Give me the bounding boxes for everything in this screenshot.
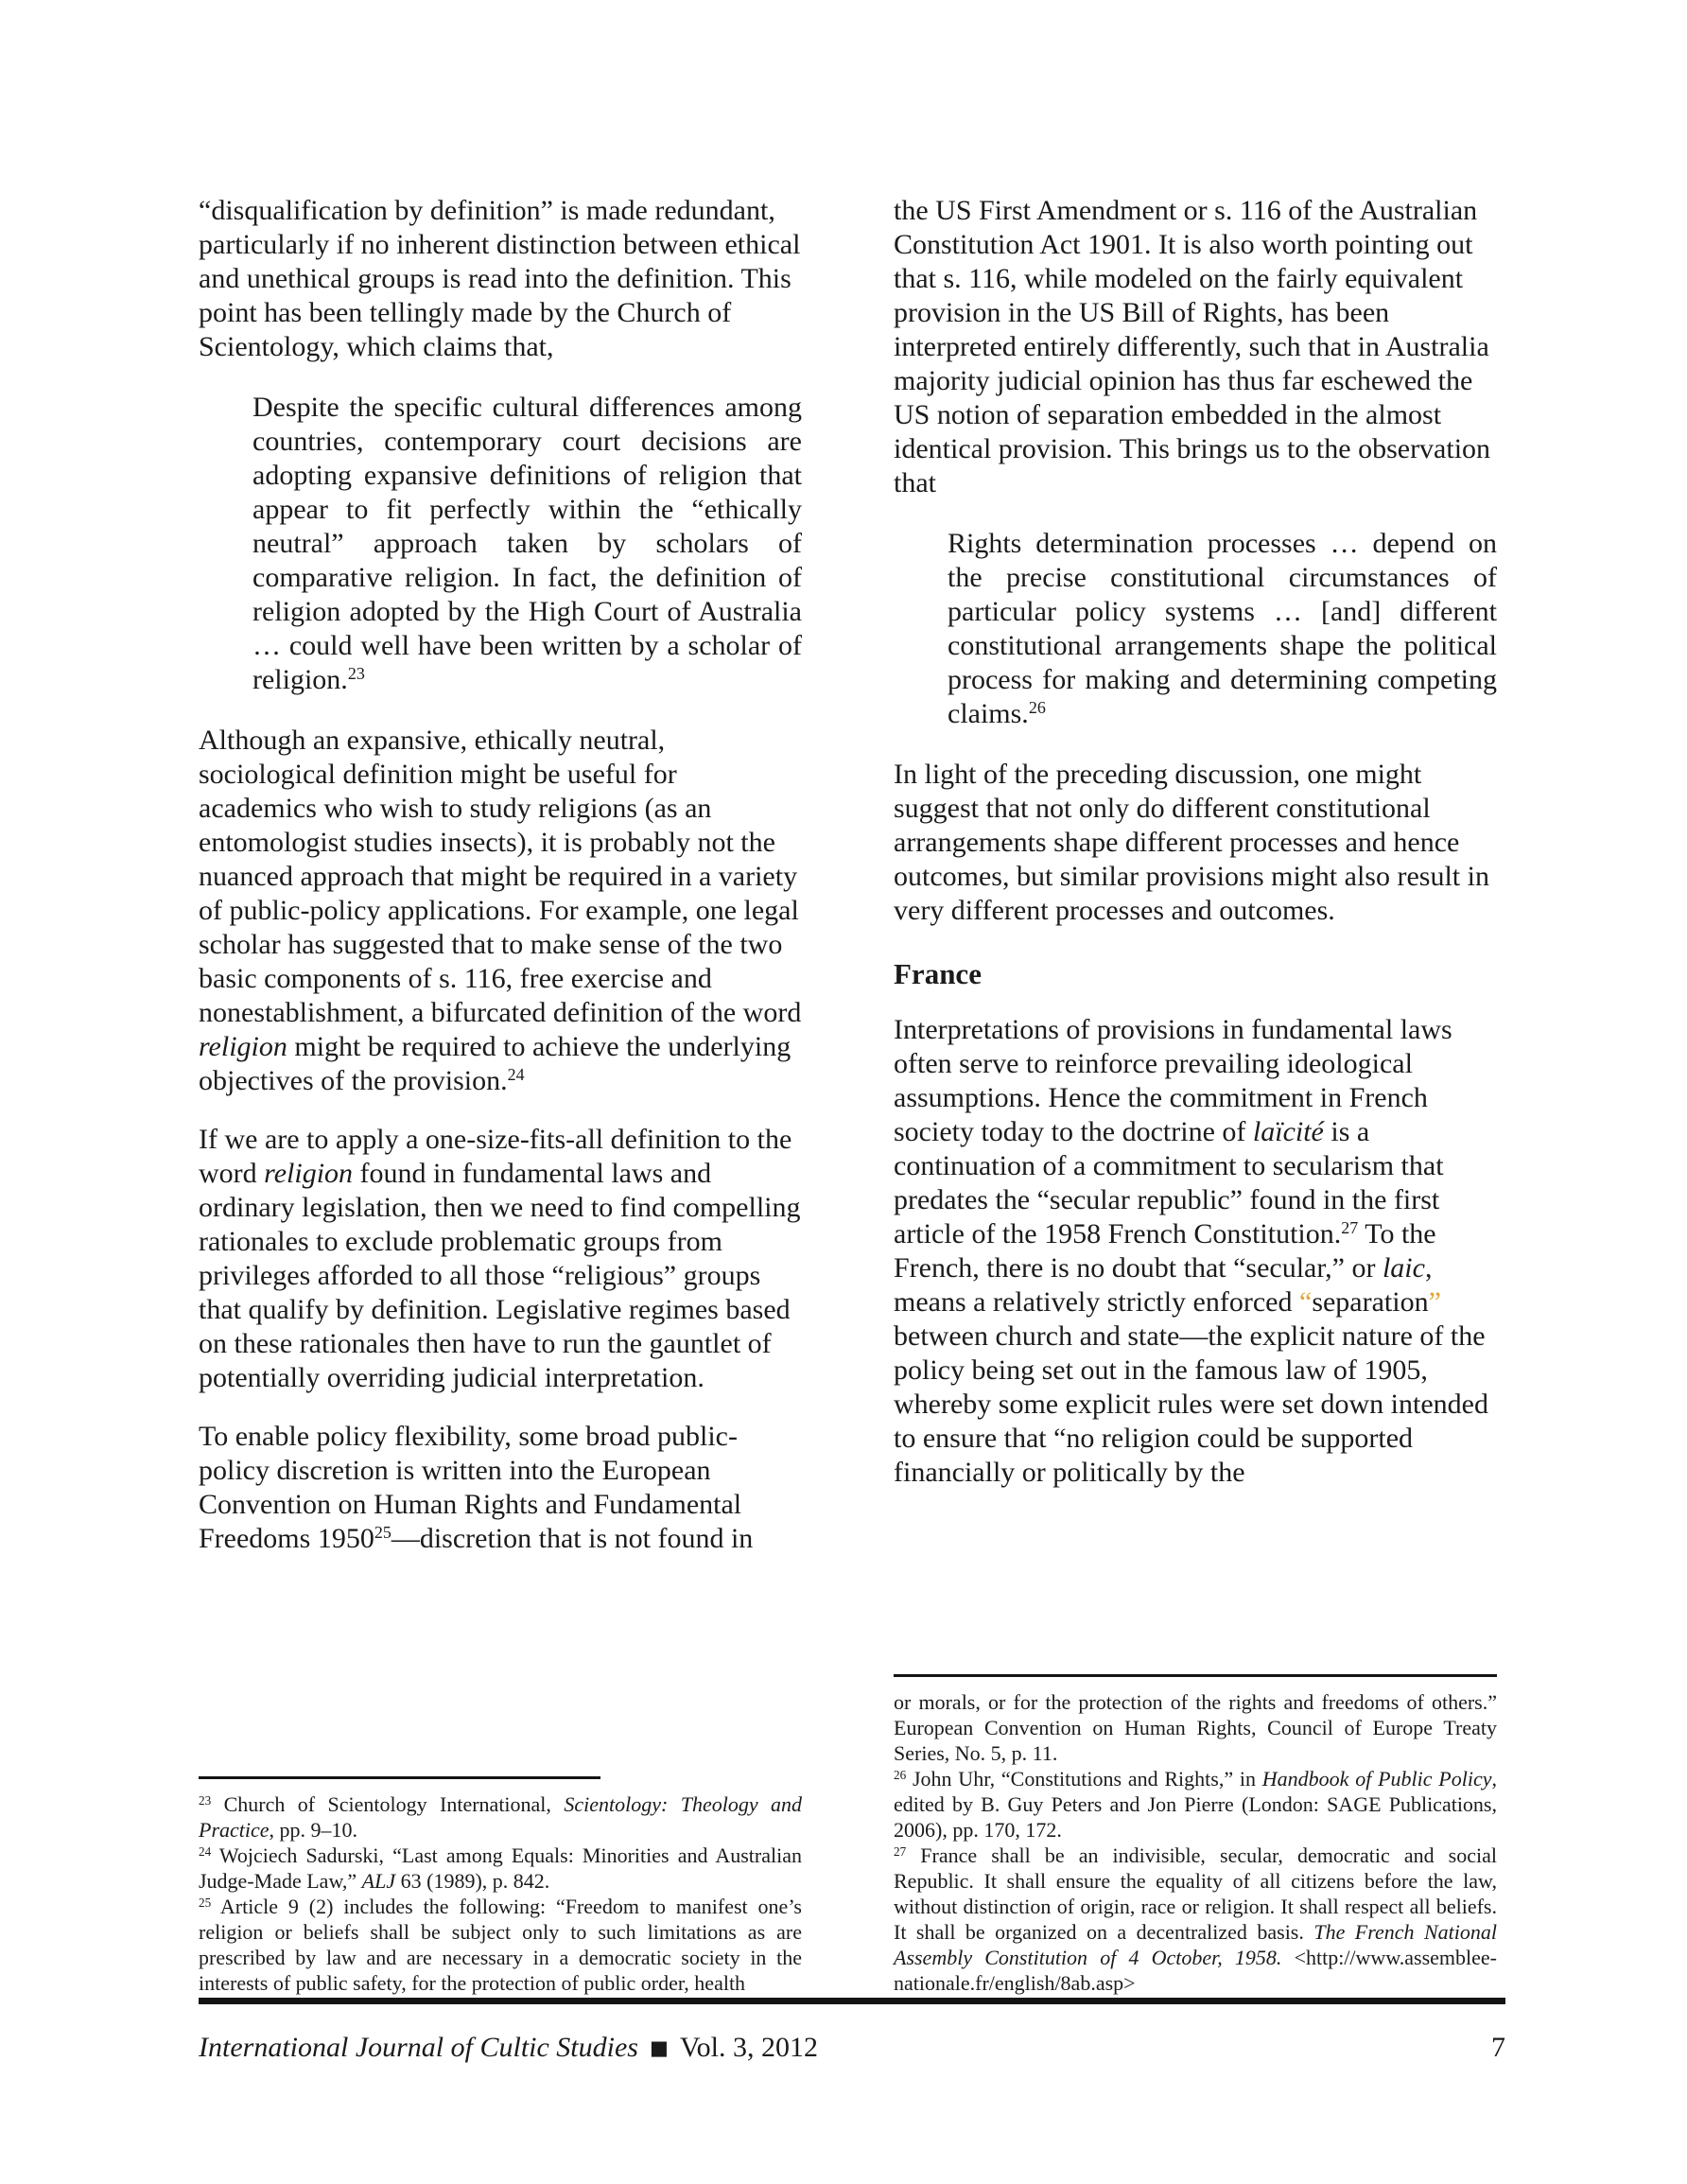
footnote: $^{26}$ John Uhr, “Constitutions and Rights,” in Handbook of Public Policy, edited by B. Guy Peters and Jon Pierre (London: SAGE Publications, 2006), pp. 170, 172. bbox=[894, 1767, 1497, 1842]
footnote: $^{23}$ Church of Scientology International, Scientology: Theology and Practice, pp. 9–10. bbox=[199, 1792, 802, 1842]
two-column-text-area bbox=[199, 194, 1497, 1996]
footnote-separator bbox=[199, 1776, 600, 1779]
paragraph: To enable policy flexibility, some broad public-policy discretion is written into the European Convention on Human Rights and Fundamental Freedoms 1950$^{25}$—discretion that is not found in bbox=[199, 1421, 754, 1554]
journal-title: International Journal of Cultic Studies bbox=[199, 2032, 638, 2063]
volume-info: Vol. 3, 2012 bbox=[679, 2032, 818, 2063]
square-bullet-icon: ■ bbox=[649, 2036, 669, 2059]
footnote-continuation: or morals, or for the protection of the rights and freedoms of others.” European Convention on Human Rights, Council of Europe Treaty Series, No. 5, p. 11. bbox=[894, 1690, 1497, 1765]
paragraph: the US First Amendment or s. 116 of the Australian Constitution Act 1901. It is also worth pointing out that s. 116, while modeled on the fairly equivalent provision in the US Bill of Rights, has been interpreted entirely differently, such that in Australia majority judicial opinion has thus far eschewed the US notion of separation embedded in the almost identical provision. This brings us to the observation that bbox=[894, 195, 1491, 498]
footnotes-section-left bbox=[199, 1776, 802, 1996]
page-footer bbox=[199, 1998, 1505, 2067]
page-number: 7 bbox=[1491, 2032, 1505, 2063]
footnote: $^{24}$ Wojciech Sadurski, “Last among Equals: Minorities and Australian Judge-Made Law,” ALJ 63 (1989), p. 842. bbox=[199, 1843, 802, 1893]
section-heading-france: France bbox=[894, 957, 982, 990]
footer-text-row bbox=[199, 2031, 1505, 2067]
paragraph: Interpretations of provisions in fundamental laws often serve to reinforce prevailing ideological assumptions. Hence the commitment in French society today to the doctrine of laïcité is a continuation of a commitment to secularism that predates the “secular republic” found in the first article of the 1958 French Constitution.$^{27}$ To the French, there is no doubt that “secular,” or laic, means a relatively strictly enforced “separation” between church and state—the explicit nature of the policy being set out in the famous law of 1905, whereby some explicit rules were set down intended to ensure that “no religion could be supported financially or politically by the bbox=[894, 1014, 1488, 1488]
paragraph: Although an expansive, ethically neutral, sociological definition might be useful for academics who wish to study religions (as an entomologist studies insects), it is probably not the nuanced approach that might be required in a variety of public-policy applications. For example, one legal scholar has suggested that to make sense of the two basic components of s. 116, free exercise and nonestablishment, a bifurcated definition of the word religion might be required to achieve the underlying objectives of the provision.$^{24}$ bbox=[199, 725, 802, 1096]
left-column bbox=[199, 194, 802, 1996]
footnote: $^{25}$ Article 9 (2) includes the following: “Freedom to manifest one’s religion or beliefs shall be subject only to such limitations as are prescribed by law and are necessary in a democratic society in the interests of public safety, for the protection of public order, health bbox=[199, 1895, 802, 1995]
block-quote: Despite the specific cultural differences among countries, contemporary court decisions are adopting expansive definitions of religion that appear to fit perfectly within the “ethically neutral” approach taken by scholars of comparative religion. In fact, the definition of religion adopted by the High Court of Australia … could well have been written by a scholar of religion.$^{23}$ bbox=[252, 392, 802, 695]
block-quote: Rights determination processes … depend on the precise constitutional circumstances of particular policy systems … [and] different constitutional arrangements shape the political process for making and determining competing claims.$^{26}$ bbox=[948, 528, 1497, 729]
footer-rule bbox=[199, 1998, 1505, 2004]
footnotes-section-right bbox=[894, 1674, 1497, 1996]
paragraph: If we are to apply a one-size-fits-all definition to the word religion found in fundamental laws and ordinary legislation, then we need to find compelling rationales to exclude problematic groups from privileges afforded to all those “religious” groups that qualify by definition. Legislative regimes based on these rationales then have to run the gauntlet of potentially overriding judicial interpretation. bbox=[199, 1124, 801, 1393]
paragraph: “disqualification by definition” is made redundant, particularly if no inherent distinction between ethical and unethical groups is read into the definition. This point has been tellingly made by the Church of Scientology, which claims that, bbox=[199, 195, 801, 362]
right-column bbox=[894, 194, 1497, 1996]
footnote: $^{27}$ France shall be an indivisible, secular, democratic and social Republic. It shall ensure the equality of all citizens before the law, without distinction of origin, race or religion. It shall respect all beliefs. It shall be organized on a decentralized basis. The French National Assembly Constitution of 4 October, 1958. <http://www.assemblee-nationale.fr/english/8ab.asp> bbox=[894, 1843, 1498, 1995]
footnote-continuation-separator bbox=[894, 1674, 1497, 1677]
paragraph: In light of the preceding discussion, one might suggest that not only do different constitutional arrangements shape different processes and hence outcomes, but similar provisions might also result in very different processes and outcomes. bbox=[894, 759, 1489, 926]
